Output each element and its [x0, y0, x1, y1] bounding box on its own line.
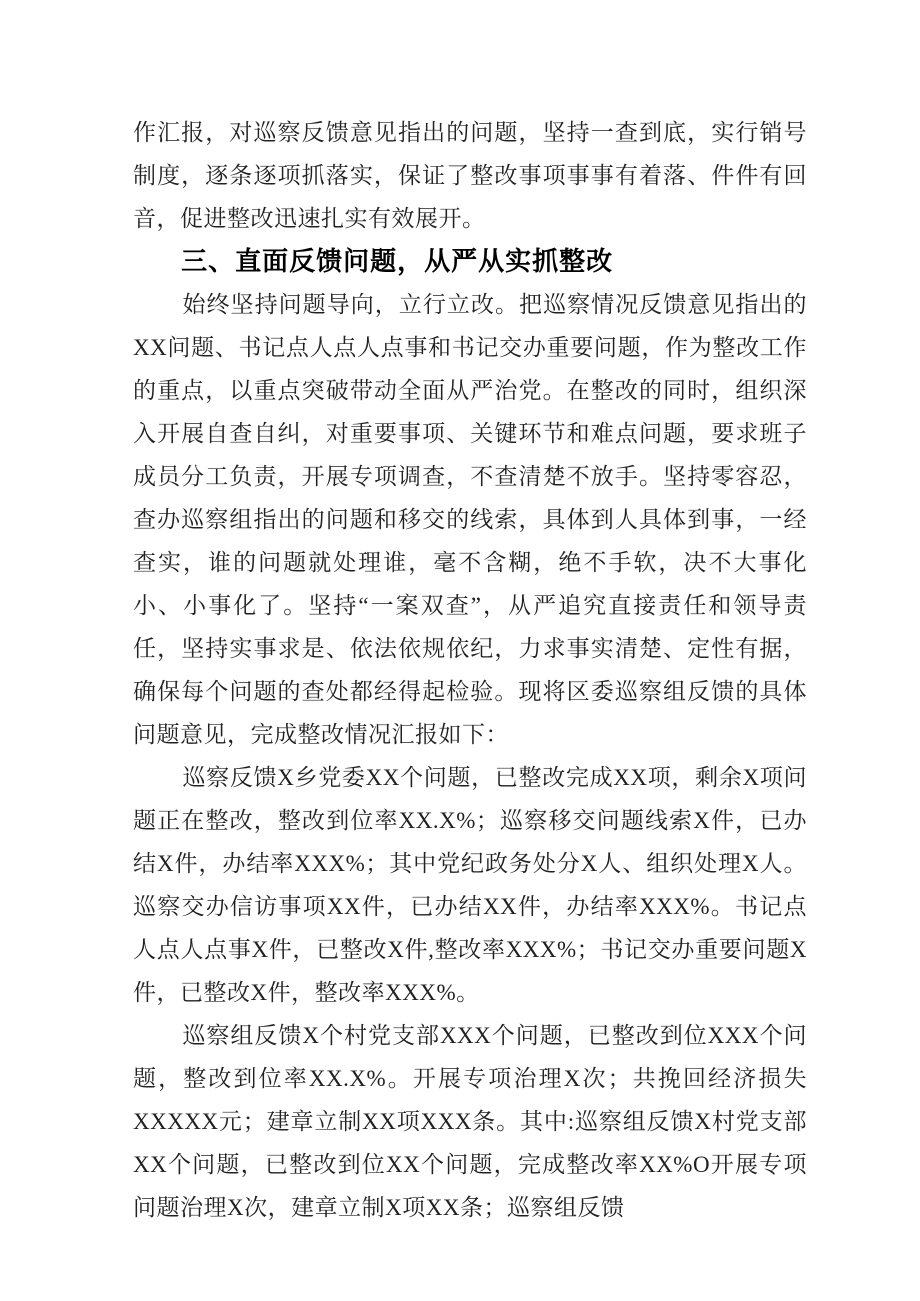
paragraph-continuation: 作汇报，对巡察反馈意见指出的问题，坚持一查到底，实行销号制度，逐条逐项抓落实，保证了整改事项事事有着落、件件有回音，促进整改迅速扎实有效展开。: [133, 120, 807, 231]
paragraph-body-2: 巡察反馈X乡党委XX个问题，已整改完成XX项，剩余X项问题正在整改，整改到位率XX.X%；巡察移交问题线索X件，已办结X件，办结率XXX%；其中党纪政务处分X人、组织处理X人。巡察交办信访事项XX件，已办结XX件，办结率XXX%。书记点人点人点事X件，已整改X件,整改率XXX%；书记交办重要问题X件，已整改X件，整改率XXX%。: [133, 765, 807, 1005]
paragraph-body-3: 巡察组反馈X个村党支部XXX个问题，已整改到位XXX个问题，整改到位率XX.X%。开展专项治理X次；共挽回经济损失XXXXX元；建章立制XX项XXX条。其中:巡察组反馈X村党支部XX个问题，已整改到位XX个问题，完成整改率XX%O开展专项问题治理X次，建章立制X项XX条；巡察组反馈: [133, 1023, 807, 1220]
paragraph-body-1: 始终坚持问题导向，立行立改。把巡察情况反馈意见指出的XX问题、书记点人点人点事和书记交办重要问题，作为整改工作的重点，以重点突破带动全面从严治党。在整改的同时，组织深入开展自查自纠，对重要事项、关键环节和难点问题，要求班子成员分工负责，开展专项调查，不查清楚不放手。坚持零容忍，查办巡察组指出的问题和移交的线索，具体到人具体到事，一经查实，谁的问题就处理谁，毫不含糊，绝不手软，决不大事化小、小事化了。坚持“一案双查”，从严追究直接责任和领导责任，坚持实事求是、依法依规依纪，力求事实清楚、定性有据，确保每个问题的查处都经得起检验。现将区委巡察组反馈的具体问题意见，完成整改情况汇报如下：: [133, 292, 807, 747]
section-heading: 三、直面反馈问题，从严从实抓整改: [181, 246, 614, 276]
document-content: [133, 111, 807, 1229]
